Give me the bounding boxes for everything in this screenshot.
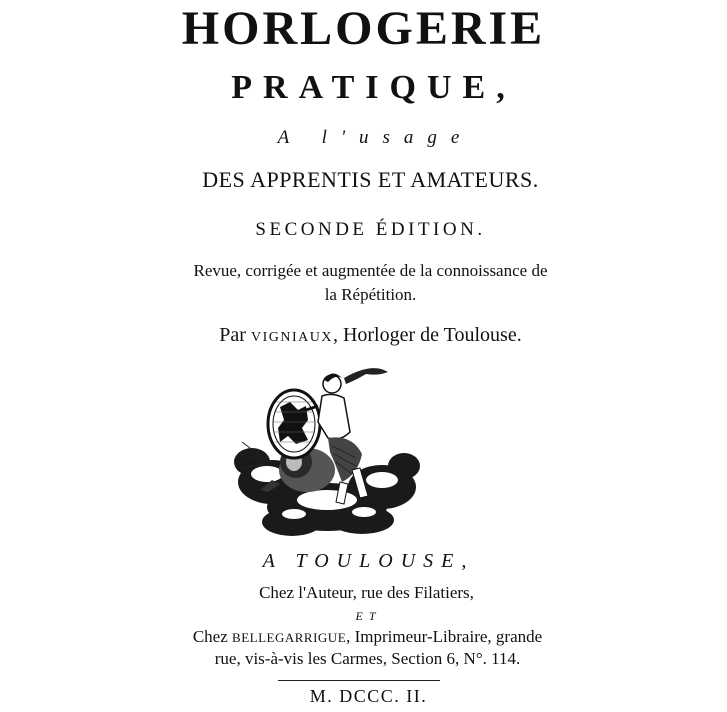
imprint-city: A TOULOUSE, bbox=[262, 550, 475, 572]
title-audience: DES APPRENTIS ET AMATEURS. bbox=[202, 167, 539, 192]
printer-suffix: , Imprimeur-Libraire, grande bbox=[346, 627, 543, 646]
edition-statement: SECONDE ÉDITION. bbox=[255, 219, 486, 240]
author-name: VIGNIAUX bbox=[250, 330, 333, 345]
printer-name: BELLEGARRIGUE bbox=[232, 630, 347, 645]
title-pratique: PRATIQUE, bbox=[231, 69, 516, 106]
imprint-printer bbox=[0, 626, 727, 649]
divider-rule bbox=[278, 680, 440, 681]
revision-note-line1: Revue, corrigée et augmentée de la connoissance de bbox=[193, 261, 548, 280]
title-a-lusage: A l'usage bbox=[277, 127, 474, 148]
author-statement bbox=[0, 322, 727, 351]
imprint-address: rue, vis-à-vis les Carmes, Section 6, N°. 114. bbox=[214, 649, 521, 668]
imprint-et: ET bbox=[355, 609, 382, 623]
author-suffix: , Horloger de Toulouse. bbox=[332, 324, 522, 346]
revision-note-line2: la Répétition. bbox=[324, 285, 417, 304]
imprint-author-address: Chez l'Auteur, rue des Filatiers, bbox=[259, 583, 474, 602]
imprint-date: M. DCCC. II. bbox=[309, 686, 428, 706]
allegorical-figure-with-shield-and-lion-icon bbox=[232, 362, 422, 540]
author-prefix: Par bbox=[219, 324, 246, 346]
title-horlogerie: HORLOGERIE bbox=[181, 2, 546, 55]
printer-prefix: Chez bbox=[192, 627, 228, 646]
